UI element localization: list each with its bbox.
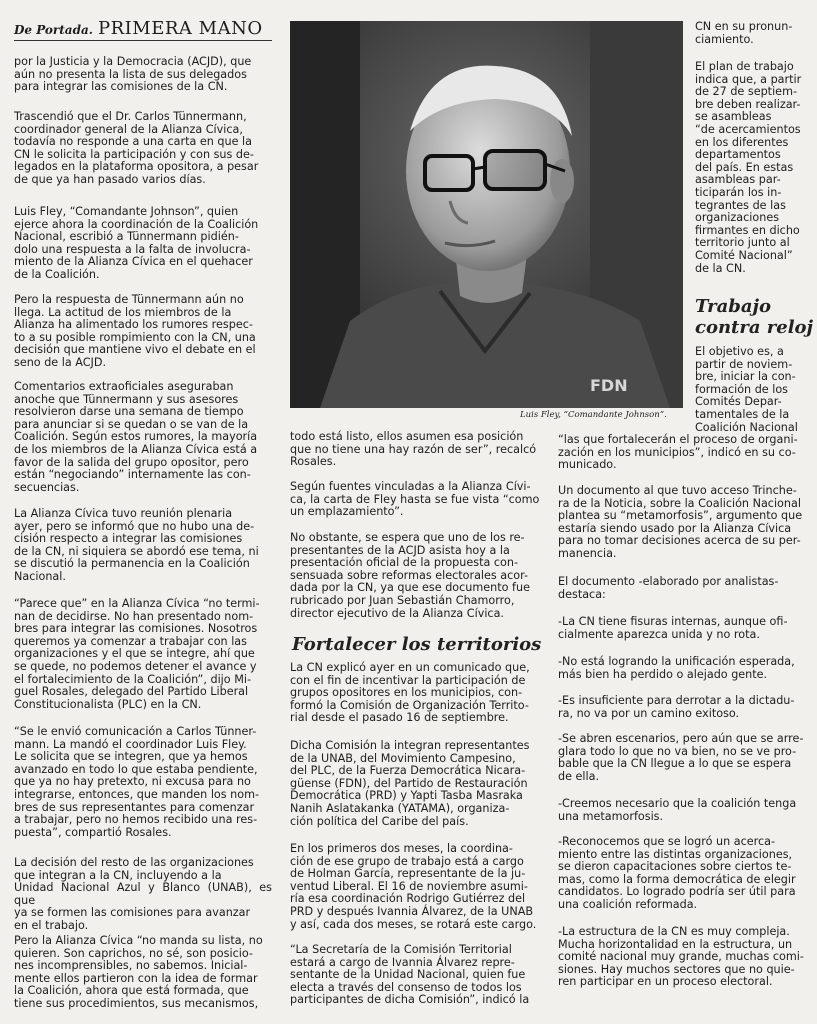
article-paragraph: Pero la respuesta de Tünnermann aún no llega. La actitud de los miembros de la Alianza ha alimentado los rumores respec- to a su posible rompimiento con la CN, una decisión que mantiene vivo el debate en el seno de la ACJD. — [14, 293, 256, 369]
article-paragraph: Pero la Alianza Cívica “no manda su lista, no quieren. Son caprichos, no sé, son posicio- nes incomprensibles, no sabemos. Inicial- mente ellos partieron con la idea de formar la Coalición, ahora que está formada, que tiene sus procedimientos, sus mecanismos, — [14, 934, 263, 1010]
article-paragraph: -Reconocemos que se logró un acerca- miento entre las distintas organizaciones, se dieron capacitaciones sobre ciertos te- mas, como la forma democrática de elegir candidatos. Lo logrado podría ser útil para una coalición reformada. — [558, 835, 796, 911]
article-paragraph: El objetivo es, a partir de noviem- bre, iniciar la con- formación de los Comités Depar- tamentales de la Coalición Nacional — [695, 345, 798, 434]
article-paragraph: por la Justicia y la Democracia (ACJD), que aún no presenta la lista de sus delegados para integrar las comisiones de la CN. — [14, 55, 252, 94]
section-header — [14, 18, 272, 39]
page-title: PRIMERA MANO — [98, 18, 263, 39]
shirt-logo-text: FDN — [590, 376, 628, 395]
article-paragraph: El documento -elaborado por analistas- destaca: — [558, 575, 779, 601]
photo-caption: Luis Fley, “Comandante Johnson”. — [520, 410, 667, 420]
article-paragraph: “las que fortalecerán el proceso de organi- zación en los municipios”, indicó en su co- municado. — [558, 433, 798, 472]
article-paragraph: -La CN tiene fisuras internas, aunque ofi- cialmente aparezca unida y no rota. — [558, 615, 788, 641]
article-paragraph: todo está listo, ellos asumen esa posición que no tiene una hay razón de ser”, recalcó Rosales. — [290, 430, 537, 469]
section-subheading: Fortalecer los territorios — [292, 634, 542, 655]
article-paragraph: La Alianza Cívica tuvo reunión plenaria ayer, pero se informó que no hubo una de- cisión respecto a integrar las comisiones de la CN, ni siquiera se abordó ese tema, ni se discutió la permanencia en la Coalición Nacional. — [14, 507, 259, 583]
article-paragraph: -Es insuficiente para derrotar a la dictadu- ra, no va por un camino exitoso. — [558, 694, 795, 720]
article-paragraph: El plan de trabajo indica que, a partir de 27 de septiem- bre deben realizar- se asambleas “de acercamientos en los diferentes departamentos del país. En estas asambleas par- ticiparán los in- tegrantes de las organizaciones firmantes en dicho territorio junto al Comité Nacional” de la CN. — [695, 60, 802, 275]
article-paragraph: CN en su pronun- ciamiento. — [695, 20, 793, 46]
article-paragraph: “La Secretaría de la Comisión Territorial estará a cargo de Ivannia Álvarez repre- sentante de la Unidad Nacional, quien fue electa a través del consenso de todos los participantes de dicha Comisión”, indicó la — [290, 943, 530, 1007]
article-paragraph: Un documento al que tuvo acceso Trinche- ra de la Noticia, sobre la Coalición Nacional plantea su “metamorfosis”, argumento que estaría siendo usado por la Alianza Cívica para no tomar decisiones acerca de su per- manencia. — [558, 484, 803, 560]
article-paragraph: -Se abren escenarios, pero aún que se arre- glara todo lo que no va bien, no se ve pro- bable que la CN llegue a lo que se espera de ella. — [558, 732, 804, 783]
article-paragraph: Según fuentes vinculadas a la Alianza Cívi- ca, la carta de Fley hasta se fue vista “como un emplazamiento”. — [290, 480, 540, 519]
article-paragraph: -La estructura de la CN es muy compleja. Mucha horizontalidad en la estructura, un comité nacional muy grande, muchas comi- siones. Hay muchos sectores que no quie- ren participar en un proceso electoral. — [558, 925, 804, 989]
article-paragraph: Comentarios extraoficiales aseguraban anoche que Tünnermann y sus asesores resolvieron darse una semana de tiempo para anunciar si se quedan o se van de la Coalición. Según estos rumores, la mayoría de los miembros de la Alianza Cívica está a favor de la salida del grupo opositor, pero están “negociando” internamente las con- secuencias. — [14, 380, 258, 494]
article-paragraph: No obstante, se espera que uno de los re- presentantes de la ACJD asista hoy a la presentación oficial de la propuesta con- sensuada sobre reformas electorales acor- dada por la CN, ya que ese documento fue rubricado por Juan Sebastián Chamorro, director ejecutivo de la Alianza Cívica. — [290, 531, 530, 620]
article-paragraph: Dicha Comisión la integran representantes de la UNAB, del Movimiento Campesino, del PLC, de la Fuerza Democrática Nicara- güense (FDN), del Partido de Restauración Democrática (PRD) y Yapti Tasba Masraka Nanih Aslatakanka (YATAMA), organiza- ción política del Caribe del país. — [290, 739, 530, 828]
article-paragraph: Luis Fley, “Comandante Johnson”, quien ejerce ahora la coordinación de la Coalición Nacional, escribió a Tünnermann pidién- dolo una respuesta a la falta de involucra- miento de la Alianza Cívica en el quehacer de la Coalición. — [14, 205, 259, 281]
portrait-photo — [290, 21, 683, 408]
header-rule — [14, 40, 272, 41]
section-label: De Portada. — [14, 23, 93, 37]
article-paragraph: -No está logrando la unificación esperada, más bien ha perdido o alejado gente. — [558, 655, 795, 681]
article-paragraph: -Creemos necesario que la coalición tenga una metamorfosis. — [558, 797, 797, 823]
article-paragraph: “Parece que” en la Alianza Cívica “no termi- nan de decidirse. No han presentado nom- bres para integrar las comisiones. Nosotros queremos ya comenzar a trabajar con las organizaciones y el que se integre, ahí que se quede, no podemos detener el avance y el fortalecimiento de la Coalición”, dijo Mi- guel Rosales, delegado del Partido Liberal Constitucionalista (PLC) en la CN. — [14, 597, 260, 711]
article-paragraph: La CN explicó ayer en un comunicado que, con el fin de incentivar la participación de grupos opositores en los municipios, con- formó la Comisión de Organización Territo- rial desde el pasado 16 de septiembre. — [290, 661, 530, 725]
article-paragraph: En los primeros dos meses, la coordina- ción de ese grupo de trabajo está a cargo de Holman García, representante de la ju- ventud Liberal. El 16 de noviembre asumi- ría esa coordinación Rodrigo Gutiérrez del PRD y después Ivannia Álvarez, de la UNAB y así, cada dos meses, se rotará este cargo. — [290, 842, 537, 931]
article-paragraph: La decisión del resto de las organizaciones que integran a la CN, incluyendo a la Unidad Nacional Azul y Blanco (UNAB), es que ya se formen las comisiones para avanzar en el trabajo. — [14, 856, 272, 932]
portrait-illustration — [290, 21, 683, 408]
article-paragraph: “Se le envió comunicación a Carlos Tünner- mann. La mandó el coordinador Luis Fley. Le solicita que se integren, que ya hemos avanzado en todo lo que estaba pendiente, que ya no hay pretexto, ni excusa para no integrarse, entonces, que manden los nom- bres de sus representantes para comenzar a trabajar, pero no hemos recibido una res- puesta”, compartió Rosales. — [14, 725, 260, 839]
section-subheading: Trabajo contra reloj — [695, 296, 814, 338]
article-paragraph: Trascendió que el Dr. Carlos Tünnermann, coordinador general de la Alianza Cívica, todavía no responde a una carta en que la CN le solicita la participación y con sus de- legados en la plataforma opositora, a pesar de que ya han pasado varios días. — [14, 110, 259, 186]
